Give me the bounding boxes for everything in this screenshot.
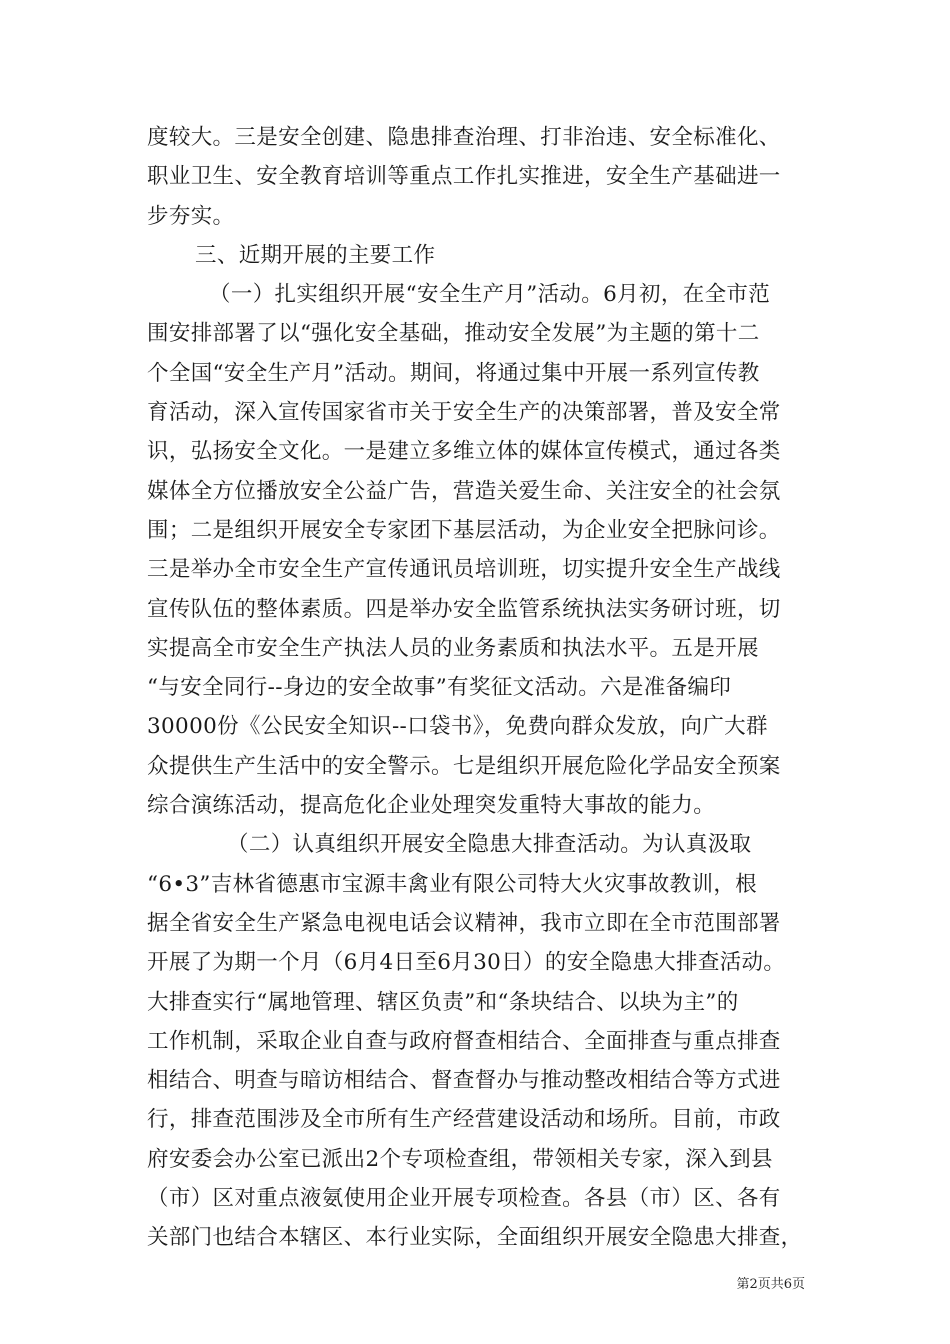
text-line: 众提供生产生活中的安全警示。七是组织开展危险化学品安全预案 [147,753,781,779]
text-line: 工作机制，采取企业自查与政府督查相结合、全面排查与重点排查 [147,1028,781,1054]
text-line: 度较大。三是安全创建、隐患排查治理、打非治违、安全标准化、 [147,125,781,150]
text-line: 府安委会办公室已派出2个专项检查组，带领相关专家，深入到县 [147,1146,773,1172]
page-number: 第2页共6页 [736,1277,805,1292]
text-line: （市）区对重点液氨使用企业开展专项检查。各县（市）区、各有 [147,1186,781,1212]
text-line: （二）认真组织开展安全隐患大排查活动。为认真汲取 [227,832,752,858]
text-line: 大排查实行“属地管理、辖区负责”和“条块结合、以块为主”的 [147,989,739,1015]
text-line: 围；二是组织开展安全专家团下基层活动，为企业安全把脉问诊。 [147,517,781,543]
text-line: 实提高全市安全生产执法人员的业务素质和执法水平。五是开展 [147,635,759,661]
text-line: 识，弘扬安全文化。一是建立多维立体的媒体宣传模式，通过各类 [147,439,781,465]
text-line: （一）扎实组织开展“安全生产月”活动。6月初，在全市范 [209,282,771,308]
text-line: “6•3”吉林省德惠市宝源丰禽业有限公司特大火灾事故教训，根 [147,871,758,897]
text-line: 媒体全方位播放安全公益广告，营造关爱生命、关注安全的社会氛 [147,478,781,504]
text-line: 相结合、明查与暗访相结合、督查督办与推动整改相结合等方式进 [147,1068,781,1094]
text-line: 关部门也结合本辖区、本行业实际，全面组织开展安全隐患大排查， [147,1225,803,1251]
text-line: 围安排部署了以“强化安全基础，推动安全发展”为主题的第十二 [147,321,760,347]
text-line: 行，排查范围涉及全市所有生产经营建设活动和场所。目前，市政 [147,1107,781,1133]
text-line: 个全国“安全生产月”活动。期间，将通过集中开展一系列宣传教 [147,360,760,386]
text-line: 三是举办全市安全生产宣传通讯员培训班，切实提升安全生产战线 [147,557,781,583]
section-heading: 三、近期开展的主要工作 [195,242,436,268]
text-line: “与安全同行--身边的安全故事”有奖征文活动。六是准备编印 [147,675,732,701]
text-line: 开展了为期一个月（6月4日至6月30日）的安全隐患大排查活动。 [147,950,786,976]
text-line: 据全省安全生产紧急电视电话会议精神，我市立即在全市范围部署 [147,910,781,936]
text-line: 综合演练活动，提高危化企业处理突发重特大事故的能力。 [147,793,716,819]
text-line: 育活动，深入宣传国家省市关于安全生产的决策部署，普及安全常 [147,400,781,426]
body-text [147,118,811,1258]
text-line: 职业卫生、安全教育培训等重点工作扎实推进，安全生产基础进一 [147,164,781,190]
text-line: 宣传队伍的整体素质。四是举办安全监管系统执法实务研讨班，切 [147,596,781,622]
text-line: 30000份《公民安全知识--口袋书》，免费向群众发放，向广大群 [147,714,768,740]
text-line: 步夯实。 [147,203,235,229]
